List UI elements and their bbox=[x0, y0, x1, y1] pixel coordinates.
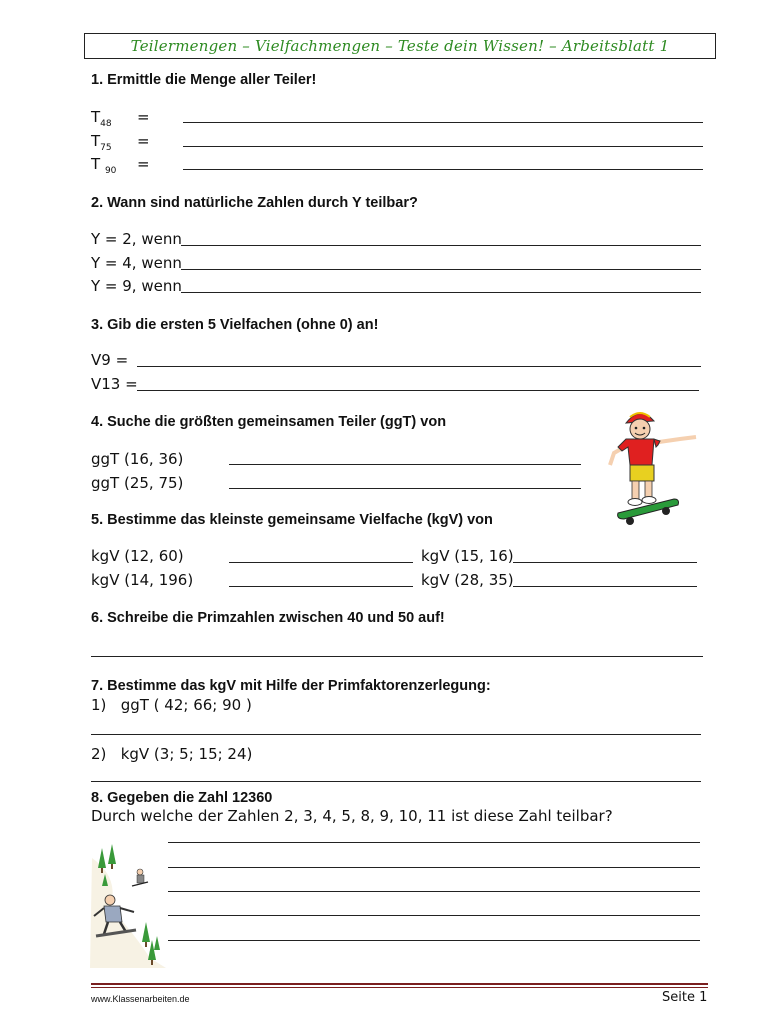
set-label: $T_{75}$ bbox=[91, 132, 112, 153]
answer-line[interactable] bbox=[181, 269, 701, 270]
answer-line[interactable] bbox=[181, 245, 701, 246]
answer-line[interactable] bbox=[91, 781, 701, 782]
task2-heading: 2. Wann sind natürliche Zahlen durch Y teilbar? bbox=[91, 195, 418, 211]
answer-line[interactable] bbox=[513, 586, 697, 587]
condition-label: Y = 4, wenn bbox=[91, 254, 182, 272]
answer-line[interactable] bbox=[183, 146, 703, 147]
question-text: Durch welche der Zahlen 2, 3, 4, 5, 8, 9, 10, 11 ist diese Zahl teilbar? bbox=[91, 807, 613, 825]
kgv-label: kgV (12, 60) bbox=[91, 547, 184, 565]
worksheet-title: Teilermengen – Vielfachmengen – Teste dein Wissen! – Arbeitsblatt 1 bbox=[84, 33, 716, 59]
set-label: $T_{48}$ bbox=[91, 108, 112, 129]
page-number: Seite 1 bbox=[662, 990, 708, 1005]
task7-heading: 7. Bestimme das kgV mit Hilfe der Primfaktorenzerlegung: bbox=[91, 678, 491, 694]
answer-line[interactable] bbox=[91, 734, 701, 735]
footer-website[interactable]: www.Klassenarbeiten.de bbox=[91, 994, 190, 1004]
equals-sign: = bbox=[137, 108, 150, 126]
snowboarder-illustration bbox=[90, 838, 166, 968]
answer-line[interactable] bbox=[229, 464, 581, 465]
task3-heading: 3. Gib die ersten 5 Vielfachen (ohne 0) an! bbox=[91, 317, 379, 333]
equals-sign: = bbox=[137, 132, 150, 150]
answer-line[interactable] bbox=[168, 940, 700, 941]
task1-heading: 1. Ermittle die Menge aller Teiler! bbox=[91, 72, 317, 88]
task4-heading: 4. Suche die größten gemeinsamen Teiler (ggT) von bbox=[91, 414, 447, 430]
answer-line[interactable] bbox=[137, 390, 699, 391]
item-label: 1) ggT ( 42; 66; 90 ) bbox=[91, 696, 252, 714]
answer-line[interactable] bbox=[513, 562, 697, 563]
multiples-label: V13 = bbox=[91, 375, 138, 393]
task5-heading: 5. Bestimme das kleinste gemeinsame Vielfache (kgV) von bbox=[91, 512, 493, 528]
answer-line[interactable] bbox=[137, 366, 701, 367]
answer-line[interactable] bbox=[168, 867, 700, 868]
answer-line[interactable] bbox=[183, 122, 703, 123]
ggt-label: ggT (16, 36) bbox=[91, 450, 184, 468]
answer-line[interactable] bbox=[229, 586, 413, 587]
kgv-label: kgV (28, 35) bbox=[421, 571, 514, 589]
answer-line[interactable] bbox=[229, 562, 413, 563]
item-label: 2) kgV (3; 5; 15; 24) bbox=[91, 745, 253, 763]
set-label: T $_{90}$ bbox=[91, 155, 117, 176]
task5-row bbox=[91, 546, 711, 566]
skateboarder-illustration bbox=[600, 405, 704, 533]
kgv-label: kgV (15, 16) bbox=[421, 547, 514, 565]
task8-heading: 8. Gegeben die Zahl 12360 bbox=[91, 790, 273, 806]
answer-line[interactable] bbox=[168, 842, 700, 843]
kgv-label: kgV (14, 196) bbox=[91, 571, 194, 589]
footer-rule bbox=[91, 983, 708, 985]
condition-label: Y = 9, wenn bbox=[91, 277, 182, 295]
answer-line[interactable] bbox=[91, 656, 703, 657]
answer-line[interactable] bbox=[183, 169, 703, 170]
multiples-label: V9 = bbox=[91, 351, 129, 369]
task5-row bbox=[91, 570, 711, 590]
task6-heading: 6. Schreibe die Primzahlen zwischen 40 und 50 auf! bbox=[91, 610, 445, 626]
footer-rule bbox=[91, 987, 708, 988]
answer-line[interactable] bbox=[181, 292, 701, 293]
ggt-label: ggT (25, 75) bbox=[91, 474, 184, 492]
equals-sign: = bbox=[137, 155, 150, 173]
answer-line[interactable] bbox=[229, 488, 581, 489]
condition-label: Y = 2, wenn bbox=[91, 230, 182, 248]
answer-line[interactable] bbox=[168, 915, 700, 916]
answer-line[interactable] bbox=[168, 891, 700, 892]
